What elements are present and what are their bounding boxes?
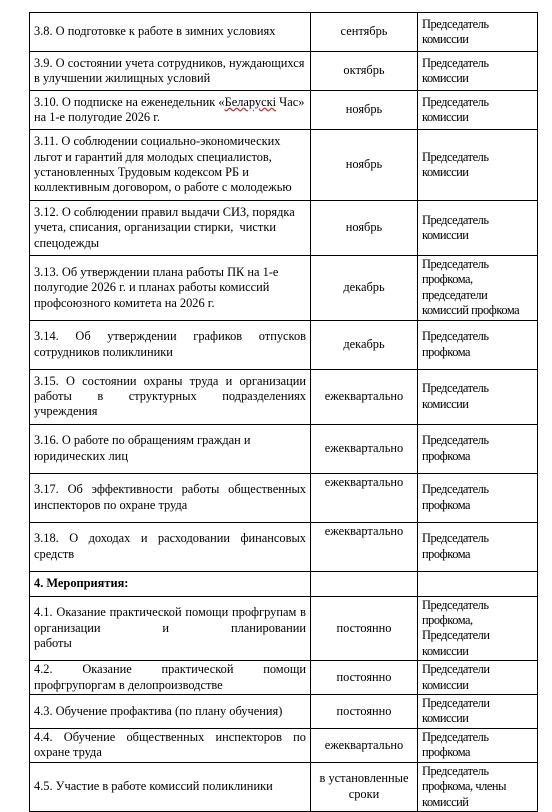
- topic-text: 3.17. Об эффективности работы общественных: [34, 482, 306, 497]
- topic-cell: 4.5. Участие в работе комиссий поликлиники: [30, 762, 311, 811]
- table-row: [30, 13, 538, 52]
- topic-text-last-line: инспекторов по охране труда: [34, 497, 188, 512]
- term-cell: ноябрь: [311, 91, 418, 130]
- table-row: [30, 424, 538, 473]
- table-row: [30, 695, 538, 729]
- topic-text: 3.14. Об утверждении графиков отпусков: [34, 329, 306, 344]
- term-cell: ежеквартально: [311, 369, 418, 424]
- responsible-cell: Председатель профкома: [418, 320, 538, 369]
- responsible-cell: Председатель профкома: [418, 728, 538, 762]
- term-cell: сентябрь: [311, 13, 418, 52]
- responsible-cell: Председатель комиссии: [418, 369, 538, 424]
- table-row: [30, 596, 538, 661]
- topic-cell: [30, 728, 311, 762]
- responsible-cell: Председатели комиссии: [418, 695, 538, 729]
- term-cell: октябрь: [311, 52, 418, 91]
- term-cell: ежеквартально: [311, 522, 418, 571]
- topic-text: 4.4. Обучение общественных инспекторов по: [34, 729, 306, 744]
- topic-cell: 3.12. О соблюдении правил выдачи СИЗ, порядка учета, списания, организации стирки, чистки спецодежды: [30, 201, 311, 256]
- term-cell: постоянно: [311, 661, 418, 695]
- topic-cell: 4.3. Обучение профактива (по плану обучения): [30, 695, 311, 729]
- topic-cell: [30, 522, 311, 571]
- topic-text-last-line: сотрудников поликлиники: [34, 344, 173, 359]
- topic-cell: [30, 369, 311, 424]
- term-cell: ноябрь: [311, 201, 418, 256]
- term-cell: декабрь: [311, 256, 418, 321]
- table-row: [30, 728, 538, 762]
- topic-text-last-line: работы: [34, 636, 72, 651]
- term-cell: ежеквартально: [311, 473, 418, 522]
- responsible-cell: Председатель комиссии: [418, 91, 538, 130]
- section-heading: 4. Мероприятия:: [30, 571, 311, 596]
- topic-cell: 3.9. О состоянии учета сотрудников, нуждающихся в улучшении жилищных условий: [30, 52, 311, 91]
- topic-text-last-line: средств: [34, 546, 75, 561]
- responsible-cell: Председатель комиссии: [418, 13, 538, 52]
- responsible-cell: Председатель профкома: [418, 522, 538, 571]
- topic-text-last-line: учреждения: [34, 404, 98, 419]
- table-row: [30, 320, 538, 369]
- term-cell: ежеквартально: [311, 728, 418, 762]
- responsible-cell: Председатель комиссии: [418, 130, 538, 201]
- term-cell: в установленные сроки: [311, 762, 418, 811]
- term-cell: декабрь: [311, 320, 418, 369]
- responsible-cell: [418, 571, 538, 596]
- topic-cell: 3.16. О работе по обращениям граждан и юридических лиц: [30, 424, 311, 473]
- table-row: [30, 661, 538, 695]
- table-row: [30, 369, 538, 424]
- topic-text-last-line: охране труда: [34, 745, 102, 760]
- table-row: [30, 473, 538, 522]
- responsible-cell: Председатель профкома, члены комиссий: [418, 762, 538, 811]
- term-cell: постоянно: [311, 695, 418, 729]
- work-plan-table: [29, 12, 538, 812]
- responsible-cell: Председатель комиссии: [418, 201, 538, 256]
- topic-text: Час» на 1-е полугодие 2026 г.: [34, 94, 305, 124]
- responsible-cell: Председатели комиссии: [418, 661, 538, 695]
- table-row: [30, 762, 538, 811]
- table-row: [30, 52, 538, 91]
- table-row: [30, 130, 538, 201]
- term-cell: постоянно: [311, 596, 418, 661]
- table-row: [30, 91, 538, 130]
- responsible-cell: Председатель комиссии: [418, 52, 538, 91]
- table-row: [30, 522, 538, 571]
- topic-text: 4.1. Оказание практической помощи профгрупам в организации и планировании: [34, 605, 306, 635]
- topic-text: 4.2. Оказание практической помощи: [34, 662, 306, 677]
- term-cell: ежеквартально: [311, 424, 418, 473]
- topic-cell: 3.8. О подготовке к работе в зимних условиях: [30, 13, 311, 52]
- responsible-cell: Председатель профкома, Председатели комиссии: [418, 596, 538, 661]
- responsible-cell: Председатель профкома, председатели комиссий профкома: [418, 256, 538, 321]
- topic-cell: [30, 320, 311, 369]
- topic-cell: 3.11. О соблюдении социально-экономических льгот и гарантий для молодых специалистов, установленных Трудовым кодексом РБ и коллективным договором, о работе с молодежью: [30, 130, 311, 201]
- topic-cell: [30, 473, 311, 522]
- topic-text: 3.15. О состоянии охраны труда и организации работы в структурных подразделениях: [34, 373, 306, 403]
- table-row: [30, 256, 538, 321]
- spellcheck-word: Беларускі: [224, 94, 277, 109]
- responsible-cell: Председатель профкома: [418, 424, 538, 473]
- topic-cell: [30, 596, 311, 661]
- topic-cell: [30, 661, 311, 695]
- term-cell: ноябрь: [311, 130, 418, 201]
- topic-text: 3.18. О доходах и расходовании финансовых: [34, 531, 306, 546]
- table-row: [30, 201, 538, 256]
- term-cell: [311, 571, 418, 596]
- topic-cell: [30, 91, 311, 130]
- topic-cell: 3.13. Об утверждении плана работы ПК на 1-е полугодие 2026 г. и планах работы комиссий профсоюзного комитета на 2026 г.: [30, 256, 311, 321]
- topic-text: 3.10. О подписке на еженедельник «: [34, 94, 225, 109]
- section-row: [30, 571, 538, 596]
- topic-text-last-line: профгрупоргам в делопроизводстве: [34, 677, 223, 692]
- responsible-cell: Председатель профкома: [418, 473, 538, 522]
